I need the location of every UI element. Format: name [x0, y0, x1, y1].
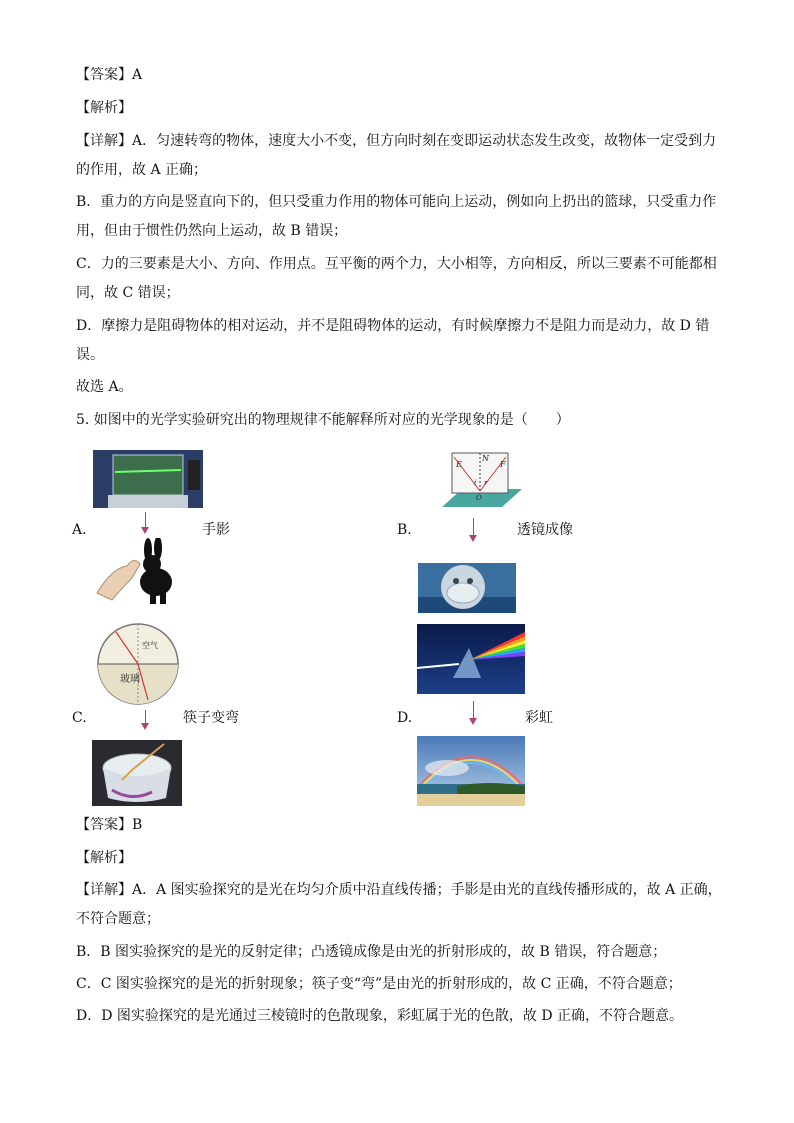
option-b-lens-image	[418, 563, 516, 613]
detail-line: 【详解】A．匀速转弯的物体，速度大小不变，但方向时刻在变即运动状态发生改变，故物体一定受到力	[76, 133, 717, 149]
detail-line: 同，故 C 错误；	[76, 285, 180, 301]
option-b-letter: B.	[397, 522, 412, 538]
option-d-rainbow-image	[417, 736, 525, 806]
conclusion-line: 故选 A。	[76, 379, 133, 395]
detail-line: 用，但由于惯性仍然向上运动，故 B 错误；	[76, 223, 348, 239]
label-glass: 玻璃	[120, 674, 140, 685]
label-o: O	[476, 494, 482, 502]
label-e: E	[456, 460, 462, 469]
detail-line: 不符合题意；	[76, 911, 160, 927]
detail-line: C．C 图实验探究的是光的折射现象；筷子变“弯”是由光的折射形成的，故 C 正确，不符合题意；	[76, 976, 682, 992]
option-a-letter: A.	[72, 522, 87, 538]
detail-line: B．重力的方向是竖直向下的，但只受重力作用的物体可能向上运动，例如向上扔出的篮球，只受重力作	[76, 194, 717, 210]
option-a-experiment-image	[93, 450, 203, 508]
label-r: r	[484, 479, 488, 487]
option-c-phenomenon: 筷子变弯	[183, 710, 239, 726]
analysis-label-2: 【解析】	[76, 850, 132, 866]
detail-line: D．摩擦力是阻碍物体的相对运动，并不是阻碍物体的运动，有时候摩擦力不是阻力而是动力，故 D 错	[76, 318, 710, 334]
option-c-letter: C.	[72, 710, 87, 726]
option-c-experiment-image	[94, 622, 182, 706]
option-a-phenomenon: 手影	[202, 522, 230, 538]
label-n: N	[482, 454, 489, 463]
detail-line: C．力的三要素是大小、方向、作用点。互平衡的两个力，大小相等，方向相反，所以三要素不可能都相	[76, 256, 717, 272]
label-air: 空气	[142, 641, 158, 650]
option-b-experiment-image	[430, 445, 522, 515]
analysis-label: 【解析】	[76, 100, 132, 116]
detail-line: 的作用，故 A 正确；	[76, 162, 208, 178]
option-a-shadow-image	[92, 538, 180, 606]
question-text: 5. 如图中的光学实验研究出的物理规律不能解释所对应的光学现象的是（ ）	[76, 412, 570, 428]
answer-label-2: 【答案】B	[76, 817, 143, 833]
detail-line: D．D 图实验探究的是光通过三棱镜时的色散现象，彩虹属于光的色散，故 D 正确，不符合题意。	[76, 1008, 684, 1024]
option-d-phenomenon: 彩虹	[525, 710, 553, 726]
label-i: i	[474, 479, 477, 487]
answer-label: 【答案】A	[76, 67, 143, 83]
label-f: F	[500, 460, 506, 469]
detail-line: 误。	[76, 347, 104, 363]
option-c-chopstick-image	[92, 740, 182, 806]
detail-line: B．B 图实验探究的是光的反射定律；凸透镜成像是由光的折射形成的，故 B 错误，符合题意；	[76, 944, 667, 960]
detail-line: 【详解】A．A 图实验探究的是光在均匀介质中沿直线传播；手影是由光的直线传播形成的，故 A 正确，	[76, 882, 722, 898]
option-b-phenomenon: 透镜成像	[517, 522, 573, 538]
option-d-letter: D.	[397, 710, 413, 726]
option-d-prism-image	[417, 624, 525, 694]
